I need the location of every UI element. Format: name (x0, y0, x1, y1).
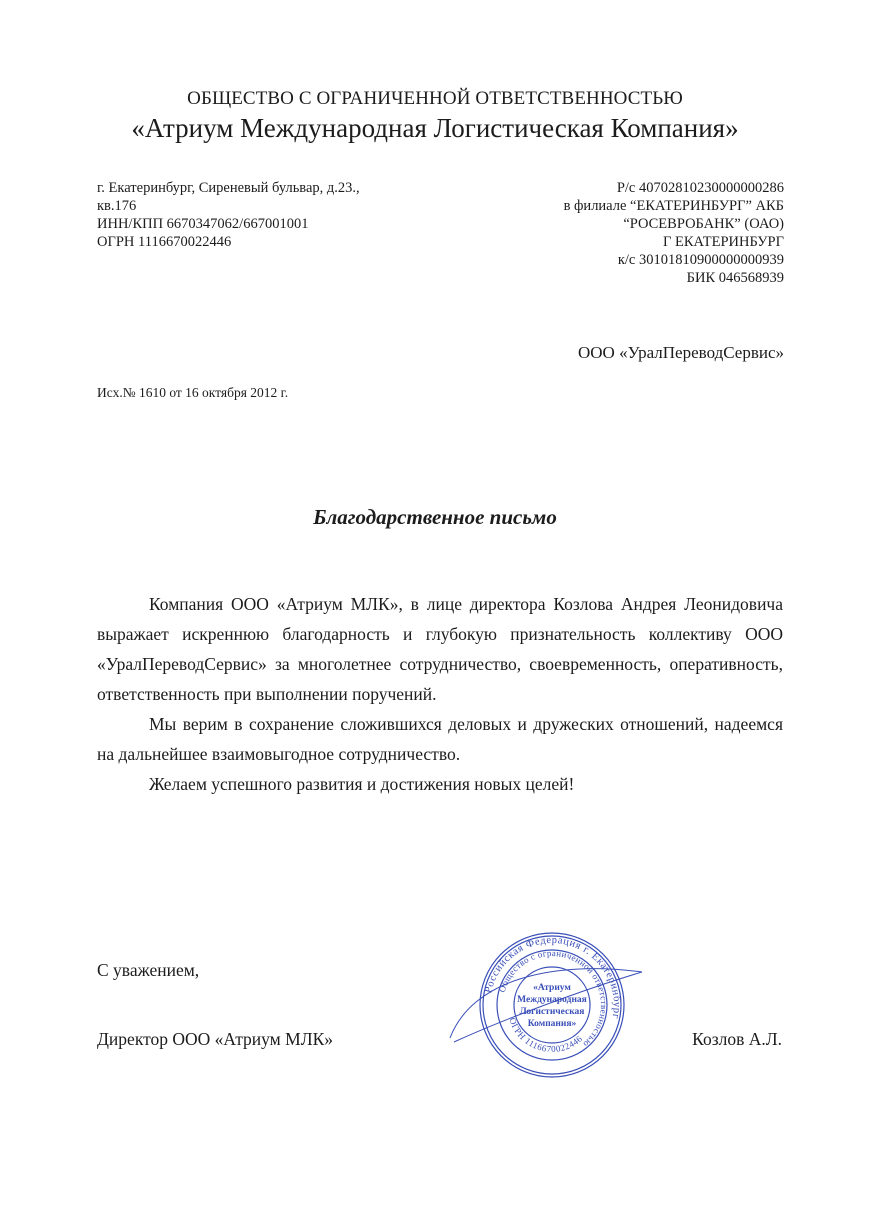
signatory-name: Козлов А.Л. (692, 1029, 782, 1049)
bank-line: Г ЕКАТЕРИНБУРГ (663, 234, 784, 250)
outgoing-reference: Исх.№ 1610 от 16 октября 2012 г. (97, 385, 289, 400)
body-paragraph: Желаем успешного развития и достижения новых целей! (149, 774, 575, 794)
letter-body (97, 589, 783, 799)
seal-center-line: Международная (517, 995, 587, 1005)
seal-center-line: Компания» (527, 1019, 577, 1029)
bank-line: Р/с 40702810230000000286 (616, 180, 784, 196)
recipient: ООО «УралПереводСервис» (577, 343, 784, 362)
org-type-heading: ОБЩЕСТВО С ОГРАНИЧЕННОЙ ОТВЕТСТВЕННОСТЬЮ (187, 88, 683, 109)
address-block (97, 179, 360, 251)
bank-line: в филиале “ЕКАТЕРИНБУРГ” АКБ (563, 198, 784, 214)
seal-middle-text: Общество с ограниченной ответственностью (496, 947, 610, 1050)
bank-line: к/с 30101810900000000939 (617, 252, 784, 268)
seal-outer-text: Российская Федерация г. Екатеринбург (483, 934, 623, 1020)
signatory-title: Директор ООО «Атриум МЛК» (97, 1029, 333, 1049)
seal-ogrn-text: ОГРН 1116670022446 (507, 1016, 585, 1055)
ogrn-line: ОГРН 1116670022446 (97, 234, 232, 250)
body-paragraph: Компания ООО «Атриум МЛК», в лице директора Козлова Андрея Леонидовича выражает искреннюю благодарность и глубокую признательность коллективу ООО «УралПереводСервис» за многолетнее сотрудничество, своевременность, оперативность, ответственность при выполнении поручений. (97, 594, 783, 704)
seal-inner-circle (514, 967, 590, 1043)
address-line: кв.176 (97, 198, 137, 214)
company-seal (432, 920, 672, 1090)
inn-kpp-line: ИНН/КПП 6670347062/667001001 (97, 216, 309, 232)
address-line: г. Екатеринбург, Сиреневый бульвар, д.23., (97, 180, 360, 196)
bank-details-block (564, 179, 784, 287)
body-paragraph: Мы верим в сохранение сложившихся деловых и дружеских отношений, надеемся на дальнейшее взаимовыгодное сотрудничество. (97, 714, 783, 764)
closing-regards: С уважением, (97, 960, 200, 980)
seal-center-line: Логистическая (519, 1007, 585, 1017)
bank-line: БИК 046568939 (686, 270, 784, 286)
letter-title: Благодарственное письмо (313, 505, 557, 529)
bank-line: “РОСЕВРОБАНК” (ОАО) (623, 216, 784, 232)
org-name-heading: «Атриум Международная Логистическая Компания» (131, 113, 739, 143)
seal-center-line: «Атриум (533, 983, 571, 993)
